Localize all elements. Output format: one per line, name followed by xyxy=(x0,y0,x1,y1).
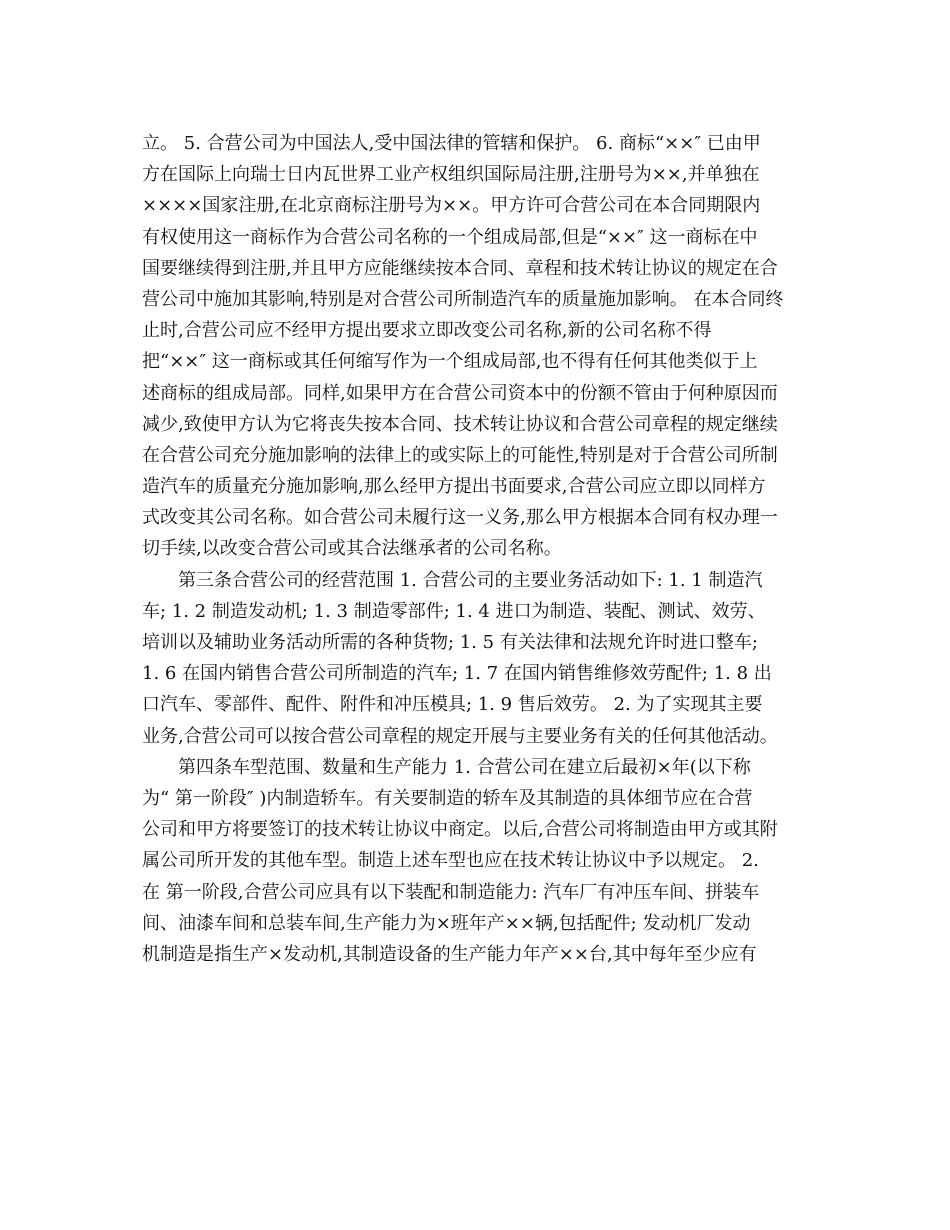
text-line: 国要继续得到注册,并且甲方应能继续按本合同、章程和技术转让协议的规定在合 xyxy=(142,257,778,279)
text-line: ××××国家注册,在北京商标注册号为××。甲方许可合营公司在本合同期限内 xyxy=(142,195,761,217)
text-line: 述商标的组成局部。同样,如果甲方在合营公司资本中的份额不管由于何种原因而 xyxy=(142,382,778,404)
text-line: 有权使用这一商标作为合营公司名称的一个组成局部,但是“××″ 这一商标在中 xyxy=(142,226,758,248)
text-line: 机制造是指生产×发动机,其制造设备的生产能力年产××台,其中每年至少应有 xyxy=(142,943,757,965)
text-line: 公司和甲方将要签订的技术转让协议中商定。以后,合营公司将制造由甲方或其附 xyxy=(142,819,778,841)
text-line: 式改变其公司名称。如合营公司未履行这一义务,那么甲方根据本合同有权办理一 xyxy=(142,507,778,529)
text-line: 立。 5. 合营公司为中国法人,受中国法律的管辖和保护。 6. 商标“××″ 已由甲 xyxy=(142,133,761,154)
text-line: 口汽车、零部件、配件、附件和冲压模具; 1. 9 售后效劳。 2. 为了实现其主要 xyxy=(142,694,763,716)
text-line: 造汽车的质量充分施加影响,那么经甲方提出书面要求,合营公司应立即以同样方 xyxy=(142,476,766,498)
paragraph xyxy=(142,565,810,752)
text-line: 把“××″ 这一商标或其任何缩写作为一个组成局部,也不得有任何其他类似于上 xyxy=(142,351,758,373)
text-line: 营公司中施加其影响,特别是对合营公司所制造汽车的质量施加影响。 在本合同终 xyxy=(142,288,784,310)
paragraph xyxy=(142,752,810,970)
text-line: 1. 6 在国内销售合营公司所制造的汽车; 1. 7 在国内销售维修效劳配件; 1. 8 出 xyxy=(142,663,772,685)
text-line: 在合营公司充分施加影响的法律上的或实际上的可能性,特别是对于合营公司所制 xyxy=(142,444,778,466)
text-line: 止时,合营公司应不经甲方提出要求立即改变公司名称,新的公司名称不得 xyxy=(142,320,712,342)
text-line: 减少,致使甲方认为它将丧失按本合同、技术转让协议和合营公司章程的规定继续 xyxy=(142,413,778,435)
text-line: 培训以及辅助业务活动所需的各种货物; 1. 5 有关法律和法规允许时进口整车; xyxy=(142,632,758,653)
document-body xyxy=(142,128,810,970)
text-line: 车; 1. 2 制造发动机; 1. 3 制造零部件; 1. 4 进口为制造、装配、测试、效劳、 xyxy=(142,600,766,622)
text-line: 业务,合营公司可以按合营公司章程的规定开展与主要业务有关的任何其他活动。 xyxy=(142,725,778,747)
text-line: 为“ 第一阶段″ )内制造轿车。有关要制造的轿车及其制造的具体细节应在合营 xyxy=(142,787,753,809)
text-line: 第四条车型范围、数量和生产能力 1. 合营公司在建立后最初×年(以下称 xyxy=(178,756,751,778)
text-line: 第三条合营公司的经营范围 1. 合营公司的主要业务活动如下: 1. 1 制造汽 xyxy=(178,569,763,591)
text-line: 方在国际上向瑞士日内瓦世界工业产权组织国际局注册,注册号为××,并单独在 xyxy=(142,164,760,186)
text-line: 属公司所开发的其他车型。制造上述车型也应在技术转让协议中予以规定。 2. xyxy=(142,850,759,872)
paragraph xyxy=(142,128,810,565)
text-line: 在 第一阶段,合营公司应具有以下装配和制造能力: 汽车厂有冲压车间、拼装车 xyxy=(142,881,760,903)
text-line: 切手续,以改变合营公司或其合法继承者的公司名称。 xyxy=(142,538,562,560)
text-line: 间、油漆车间和总装车间,生产能力为×班年产××辆,包括配件; 发动机厂发动 xyxy=(142,912,751,934)
